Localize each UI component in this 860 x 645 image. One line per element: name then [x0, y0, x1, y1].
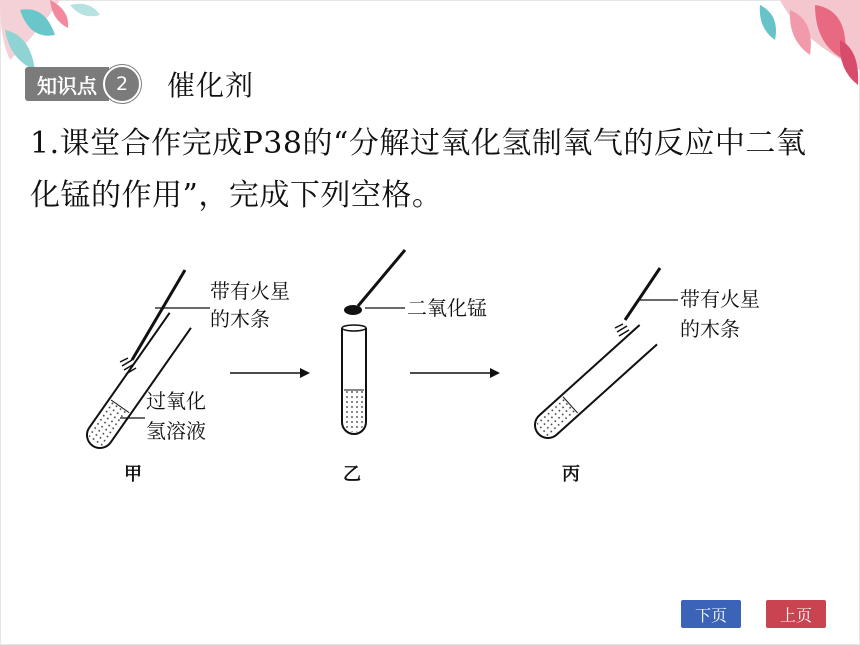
- test-tube-c: [530, 268, 678, 443]
- experiment-diagram: [60, 240, 800, 500]
- label-h2o2-line2: 氢溶液: [146, 419, 206, 443]
- caption-b: 乙: [343, 464, 361, 485]
- section-title: 催化剂: [167, 69, 255, 102]
- section-header: [25, 66, 254, 102]
- knowledge-point-number: 2: [103, 65, 141, 103]
- next-page-button[interactable]: 下页: [681, 600, 741, 628]
- label-splint-a-line1: 带有火星: [210, 279, 290, 303]
- arrow-right-icon: [410, 368, 500, 378]
- label-splint-a-line2: 的木条: [210, 307, 270, 331]
- spatula-mno2: [344, 250, 405, 315]
- caption-c: 丙: [562, 464, 580, 485]
- caption-a: 甲: [124, 464, 142, 485]
- experiment-figure: [60, 240, 800, 500]
- previous-page-button[interactable]: 上页: [766, 600, 826, 628]
- label-mno2: 二氧化锰: [407, 296, 487, 320]
- label-h2o2-line1: 过氧化: [146, 389, 206, 413]
- knowledge-point-badge: 知识点: [25, 67, 109, 101]
- question-text: 1.课堂合作完成P38的“分解过氧化氢制氧气的反应中二氧化锰的作用”，完成下列空格。: [30, 126, 807, 213]
- arrow-right-icon: [230, 368, 310, 378]
- glowing-splint-a: [120, 270, 185, 374]
- label-splint-c-line1: 带有火星: [680, 287, 760, 311]
- label-splint-c-line2: 的木条: [680, 317, 740, 341]
- test-tube-b: [342, 325, 366, 434]
